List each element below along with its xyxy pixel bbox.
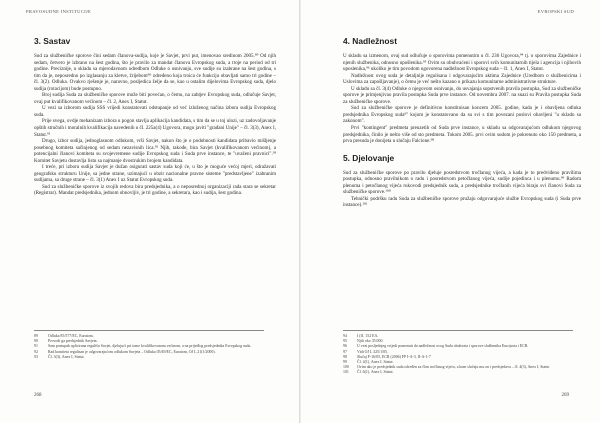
footnote — [343, 370, 573, 375]
footnote-text: Slučaj F-16/05, ECR (2006) FP I-A-3, II-A-1-7 — [357, 354, 431, 359]
paragraph: Sud za službeničke sporove je definitivno konstituisan koncem 2005. godine, kada je i obavljena odluka predsjednika Evropskog suda⁹⁷ kojom je konstatovano da su svi s tim povezani poslovi obavljeni "u skladu sa zakonom". — [343, 105, 581, 125]
footnote-number: 90 — [34, 339, 38, 344]
page-number-left: 268 — [34, 393, 42, 398]
section-title-djelovanje: 5. Djelovanje — [343, 152, 395, 163]
footnote-number: 97 — [343, 349, 347, 354]
footnote-text: Odluka 85/577/EC, Euratom. — [48, 334, 94, 338]
left-text-column — [34, 36, 276, 197]
footnote-number: 89 — [34, 334, 38, 338]
footnote-number: 99 — [343, 360, 347, 365]
footnote-number: 98 — [343, 354, 347, 359]
footnote-number: 93 — [34, 354, 38, 359]
footnote-text: Čl. 3(3), Anex I, Statut. — [48, 354, 85, 359]
paragraph: Nadležnost ovog suda je detaljnije regulisana i odgovarajućim aktima Zajednice (Uredbom o službenicima i Uslovima za zapošljavanje), o čemu je već nešto kazano u prikazu komunitarne administrativne strukture. — [343, 72, 581, 86]
paragraph: U skladu sa čl. 3(4) Odluke o njegovom osnivanju, do usvajanja sopstvenih pravila postupka, Sud za službeničke sporove je primjenjivao pravila postupka Suda prve instance. Od novembra 2007. na snazi su Pravila postupka Suda za službeničke sporove. — [343, 85, 581, 105]
paragraph: U vezi sa izborom sudija SSS vrijedi konstatovati odstupanje od već izloženog načina izbora sudija Evropskog suda. — [34, 105, 276, 118]
footnote-text: Čl. 4(1), Anex I, Statut. — [357, 360, 394, 365]
footnote-text: Čl. 6(1), Anex I, Statut. — [357, 370, 394, 375]
paragraph: Drugo, izbor sudija, jednoglasnom odlukom, vrši Savjet, nakon što je o podobnosti kandidata pribavio mišljenje posebnog komiteta sačinjenog od sedam nezavisnih lica.⁹² Njih, takođe, bira Savjet (kvalifikovanom većinom), a potencijalni članovi komiteta su svojevremene sudije Evropskog suda i Suda prve instance, te "uvaženi pravnici".⁹³ Komitet Savjetu dostavlja listu sa najmanje dvostrukim brojem kandidata. — [34, 138, 276, 164]
footnote-text: U vezi posljednjeg vrijedi pomenuti da nadležnost ovog Suda obuhvata i sporove službenika Eurojusta i ECB. — [357, 344, 529, 349]
footnote-number: 94 — [343, 334, 347, 338]
right-page — [301, 0, 600, 423]
footnote-text: Ovim ako je predsjednik suda određen za član tročlanog vijeća, a kom slučaju mu on i predsjedava – čl. 4(3), Anex I, Statut — [357, 365, 550, 370]
section-title-sastav: 3. Sastav — [34, 36, 71, 46]
section-title-nadleznost: 4. Nadležnost — [343, 36, 397, 46]
footnotes-left — [34, 330, 264, 360]
footnote-number: 100 — [343, 365, 349, 370]
paragraph: Tehnički podršku radu Suda za službeničke sporove pružaju odgovarajuće službe Evropskog suda (i Suda prve instance).¹⁰¹ — [343, 195, 581, 209]
footnote-number: 96 — [343, 344, 347, 349]
footnote-text: Sam postupak aplicirana regulišu Savjet, djelujući pri tome kvalifikovanom većinom, a na prijedlog predsjednika Evropskog suda. — [48, 344, 252, 349]
footnote-number: 92 — [34, 349, 38, 354]
paragraph: Sud za službeničke sporove iz svojih redova bira predsjednika, a o neposrednoj organizaciji rada stara se sekretar (Registrar). Mandat predsjednika, jednom obnovljiv, je tri godine, a sekretara, kao i sudija, šest godina. — [34, 183, 276, 197]
page-number-right: 269 — [561, 393, 569, 398]
footnote — [34, 355, 264, 360]
paragraph: I treće, pri izboru sudija Savjet je dužan osigurati sastav suda koji će, u što je moguće većoj mjeri, odražavati geografsku strukturu Unije, sa jedne strane, uzimajući u obzir nacionalne pravne sisteme "predstavljene" izabranim sudijama, sa druge strane – čl. 3(1) Anex I uz Statut Evropskog suda. — [34, 164, 276, 184]
paragraph: Sud za službeničke sporove čini sedam članova-sudija, koje je Savjet, prvi put, imenovao sredinom 2005.⁸⁹ Od njih sedam, četvero je izbrano na šest godina, što je pravilo za mandat članova Evropskog suda, a troje na period od tri godine. Precizniје, u skladu sa mjerodavnom odredbom Odluke o osnivanju, sve sudije su izabrane na šest godina, s tim da je, neposredno po izglasanju za kletve, žrijebom⁹⁰ određeno koja troica će funkciju obavljati samo tri godine – čl. 3(2). Odluka. Ovakvo rješenje je, naravno, posljedica želje da se, kao u ostalim dijelovima Evropskog suda, djelo sudija (rotacijom) bude postupno. — [34, 53, 276, 92]
paragraph: Broj sudija Suda za službeničke sporove može biti povećan, o čemu, na zahtjev Evropskog suda, odlučuje Savjet, ovaj put kvalifikovanom većinom – čl. 2, Anex I, Statut. — [34, 92, 276, 105]
footnote-text: Provodi ga predsjednik Savjeta. — [48, 339, 98, 344]
footnote-text: I (čl. 152 EA. — [357, 334, 379, 338]
footnote-text: Njih oko 35.000. — [357, 339, 384, 344]
right-text-column — [343, 36, 581, 209]
paragraph: Prvi "kontingent" predmeta preuzetih od Suda prve instance, u skladu sa odgovarajućom odlukom njegovog predsjednika, činilo je nešto više od sto predmeta. Tokom 2005. prvi ovim sudom je pokrenuto oko 150 predmeta, a prva presuda je donijeta u slučaju Falcione.⁹⁸ — [343, 125, 581, 145]
footnote-text: Rad komiteta regulisan je odgovarajućom odlukom Savjeta – Odluka 05/49/EC, Euratom, OJ L 21(1/2000). — [48, 349, 216, 354]
footnote-number: 95 — [343, 339, 347, 344]
footnote-number: 91 — [34, 344, 38, 349]
footnote-text: Vidi OJ L 325/1/05. — [357, 349, 388, 354]
footnotes-right — [343, 330, 573, 376]
paragraph: Sud za službeničke sporove po pravilu djeluje posredstvom tročlanog vijeća, a kada je to predviđeno pravilima postupka, odnosno pravilnikom o radu i posredstvom petočlanog vijeća, sudije pojedinca i u plenumu.⁹⁹ Radom plenuma i petočlanog vijeća rukovodi predsjednik suda, a predsjednike tročlanih vijeća biraju svi članovi Suda za službeničke sporove.¹⁰⁰ — [343, 169, 581, 196]
running-head-left: PRAVOSUDNE INSTITUCIJE — [26, 9, 92, 14]
running-head-right: EVROPSKI SUD — [537, 9, 574, 14]
paragraph: Prije svega, ovdje mehanizam izbora u pogon stavlja aplikacija kandidata, s tim da se u toj ulozi, uz zadovoljavanje opštih stručnih i moralnih kvalifikacija navedenih u čl. 225a(4) Ugovora, mogu javiti "građani Unije" – čl. 3(3), Anex I, Statut.⁹¹ — [34, 118, 276, 138]
paragraph: U skladu sa izmenom, ovaj sud odlučuje o sporovima pomenutim u čl. 236 Ugovora,⁹⁴ tj. o sporovima Zajednice i njenih službenika, odnosno upošlenika.⁹⁵ Ovim su obuhvaćeni i sporovi svih komunitarnih tijela i agencija i njihovih uposlenika,⁹⁶ ukoliko je tim povodom ugovorena nadležnost Evropskog suda – čl. 1, Anex I, Statut. — [343, 53, 581, 73]
footnote-number: 101 — [343, 370, 349, 375]
